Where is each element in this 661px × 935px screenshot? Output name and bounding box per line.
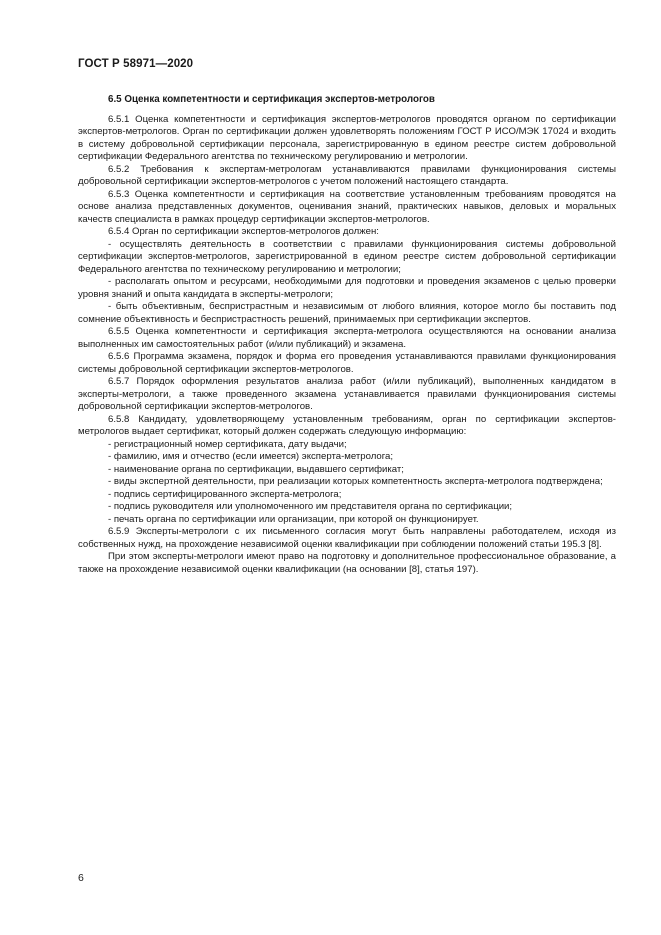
list-item: - подпись сертифицированного эксперта-метролога; [108,488,342,500]
section-body [78,94,616,576]
paragraph: 6.5.2 Требования к экспертам-метрологам устанавливаются правилами функционирования системы добровольной сертификации экспертов-метрологов с учетом положений настоящего стандарта. [78,163,616,187]
list-item: - наименование органа по сертификации, выдавшего сертификат; [108,463,404,475]
list-item: - располагать опытом и ресурсами, необходимыми для подготовки и проведения экзаменов с целью проверки уровня знаний и опыта кандидата в эксперты-метрологи; [78,276,616,300]
paragraph: 6.5.1 Оценка компетентности и сертификация экспертов-метрологов проводятся органом по сертификации экспертов-метрологов. Орган по сертификации должен удовлетворять положениям ГОСТ Р ИСО/МЭК 17024 и входить в систему добровольной сертификации персонала, зарегистрированную в едином реестре систем добровольной сертификации Федерального агентства по техническому регулированию и метрологии. [78,113,616,162]
paragraph: 6.5.5 Оценка компетентности и сертификация эксперта-метролога осуществляются на основании анализа выполненных им самостоятельных работ (и/или публикаций) и экзамена. [78,326,616,350]
paragraph: 6.5.6 Программа экзамена, порядок и форма его проведения устанавливаются правилами функционирования системы добровольной сертификации экспертов-метрологов. [78,351,616,375]
list-item: - осуществлять деятельность в соответствии с правилами функционирования системы добровольной сертификации экспертов-метрологов, зарегистрированной в едином реестре систем добровольной сертификации Федерального агентства по техническому регулированию и метрологии; [78,238,616,275]
section-heading: 6.5 Оценка компетентности и сертификация экспертов-метрологов [108,94,435,105]
list-item: - виды экспертной деятельности, при реализации которых компетентность эксперта-метролога подтверждена; [108,476,603,487]
list-item: - печать органа по сертификации или организации, при которой он функционирует. [108,513,479,525]
list-item: - фамилию, имя и отчество (если имеется) эксперта-метролога; [108,451,394,462]
list-item: - быть объективным, беспристрастным и независимым от любого влияния, которое могло бы поставить под сомнение объективность и беспристрастность решений, принимаемых при сертификации экспертов. [78,301,616,325]
paragraph: 6.5.4 Орган по сертификации экспертов-метрологов должен: [108,226,379,237]
page-number: 6 [78,872,84,884]
paragraph: 6.5.8 Кандидату, удовлетворяющему установленным требованиям, орган по сертификации экспертов-метрологов выдает сертификат, который должен содержать следующую информацию: [78,413,616,437]
list-item: - подпись руководителя или уполномоченного им представителя органа по сертификации; [108,501,513,512]
paragraph: 6.5.3 Оценка компетентности и сертификация на соответствие установленным требованиям проводятся на основе анализа представленных документов, оценивания знаний, практических навыков, деловых и моральных качеств специалиста в рамках процедур сертификации экспертов-метрологов. [78,188,616,225]
paragraph: При этом эксперты-метрологи имеют право на подготовку и дополнительное профессиональное образование, а также на прохождение независимой оценки квалификации (на основании [8], статья 197). [78,551,616,575]
list-item: - регистрационный номер сертификата, дату выдачи; [108,438,347,450]
paragraph: 6.5.7 Порядок оформления результатов анализа работ (и/или публикаций), выполненных кандидатом в эксперты-метрологи, а также проведенного экзамена устанавливается правилами функционирования системы добровольной сертификации экспертов-метрологов. [78,376,616,412]
paragraph: 6.5.9 Эксперты-метрологи с их письменного согласия могут быть направлены работодателем, исходя из собственных нужд, на прохождение независимой оценки квалификации при соблюдении положений статьи 195.3 [8]. [78,526,616,550]
document-code: ГОСТ Р 58971—2020 [78,58,194,70]
